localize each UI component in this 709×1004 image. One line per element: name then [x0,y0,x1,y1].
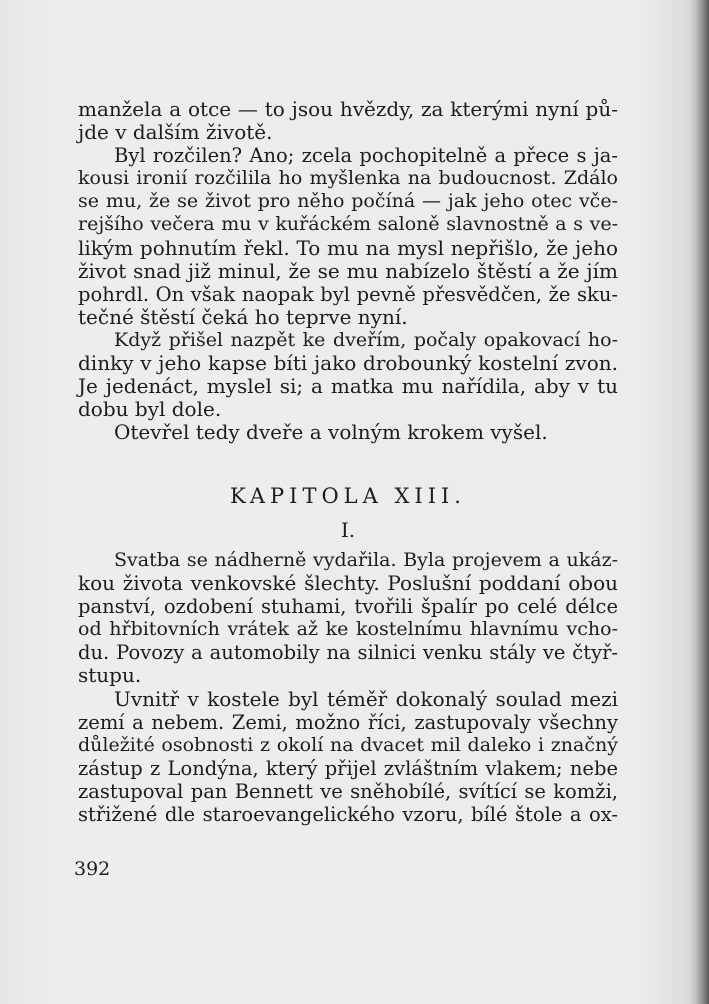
text-line: Je jedenáct, myslel si; a matka mu nařídila, aby v tu [78,374,618,399]
text-line: Když přišel nazpět ke dveřím, počaly opakovací ho- [114,328,618,351]
text-line: střižené dle staroevangelického vzoru, bílé štole a ox- [78,803,618,827]
text-line: stupu. [78,663,142,688]
text-line: likým pohnutím řekl. To mu na mysl nepřišlo, že jeho [78,235,618,260]
text-line: kou života venkovské šlechty. Poslušní poddaní obou [78,571,618,596]
text-line: zástup z Londýna, který přijel zvláštním vlakem; nebe [78,756,618,780]
text-line: kousi ironií rozčilila ho myšlenka na budoucnost. Zdálo [78,167,618,190]
text-line: manžela a otce — to jsou hvězdy, za kterými nyní pů- [78,97,618,121]
page-edge-shadow [695,0,709,1004]
text-line: Byl rozčilen? Ano; zcela pochopitelně a přece s ja- [114,144,618,168]
text-line: od hřbitovních vrátek až ke kostelnímu hlavnímu vcho- [78,618,618,641]
text-line: zastupoval pan Bennett ve sněhobílé, svítící se komži, [78,779,618,803]
text-line: Svatba se nádherně vydařila. Byla projevem a ukáz- [114,549,618,571]
text-line: du. Povozy a automobily na silnici venku stály ve čtyř- [78,641,618,665]
text-line: důležité osobnosti z okolí na dvacet mil daleko i značný [78,733,618,756]
text-line: život snad již minul, že se mu nabízelo štěstí a že jím [78,258,618,283]
text-line: dobu byl dole. [78,397,222,422]
body-text-bottom [78,549,618,826]
text-line: pohrdl. On však naopak byl pevně přesvědčen, že sku- [78,282,618,306]
text-line: panství, ozdobení stuhami, tvořili špalír po celé délce [78,595,618,619]
text-line: zemí a nebem. Zemi, možno říci, zastupovaly všechny [78,710,618,734]
text-line: Otevřel tedy dveře a volným krokem vyšel. [114,420,548,445]
text-line: se mu, že se život pro něho počíná — jak jeho otec vče- [78,190,618,213]
page-number: 392 [74,858,111,880]
body-text-top [78,98,618,444]
text-line: jde v dalším životě. [78,120,273,145]
text-line: Uvnitř v kostele byl téměř dokonalý soulad mezi [114,686,618,711]
text-line: dinky v jeho kapse bíti jako drobounký kostelní zvon. [78,351,618,376]
chapter-heading: KAPITOLA XIII. [230,484,466,508]
section-heading: I. [340,518,356,542]
text-line: rejšího večera mu v kuřáckém saloně slavnostně a s ve- [78,213,618,236]
text-line: tečné štěstí čeká ho teprve nyní. [78,304,408,329]
